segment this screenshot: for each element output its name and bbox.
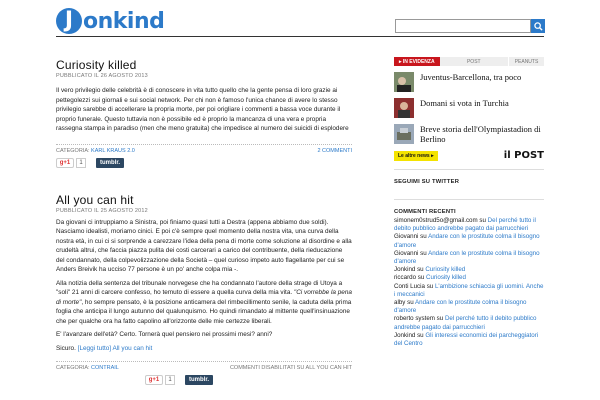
comment-post-link[interactable]: Gli interessi economici dei parcheggiatori del Centro	[394, 331, 539, 348]
gplus-button[interactable]: g+1	[145, 375, 163, 385]
search-input[interactable]	[395, 19, 531, 33]
logo-text: onkind	[83, 8, 165, 34]
comment-post-link[interactable]: Del perché tutto il debito pubblico andrebbe pagato dai parrucchieri	[394, 217, 536, 233]
comment-on: su	[479, 217, 486, 224]
evidence-text: Juventus-Barcellona, tra poco	[420, 72, 522, 82]
comments-closed-suffix: SU ALL YOU CAN HIT	[296, 365, 352, 371]
post-body	[56, 218, 352, 354]
gplus-count: 1	[76, 158, 86, 168]
tumblr-button[interactable]: tumblr.	[96, 158, 124, 168]
comment-post-link[interactable]: Andare con le prostitute colma il bisogno d'amore	[394, 299, 527, 315]
comment-post-link[interactable]: Del perché tutto il debito pubblico andrebbe pagato dai parrucchieri	[394, 315, 537, 331]
post-category	[56, 365, 119, 371]
main-column	[56, 40, 352, 385]
sidebar	[394, 40, 544, 348]
tab-label: IN EVIDENZA	[402, 58, 435, 65]
list-item	[394, 283, 544, 299]
post-date: PUBBLICATO IL 25 AGOSTO 2012	[56, 207, 148, 214]
post-paragraph: E' l'avanzare dell'età? Certo. Tornerà quel pensiero nei prossimi mesi? anni?	[56, 331, 273, 338]
evidence-text: Breve storia dell'Olympiastadion di Berlino	[420, 124, 541, 144]
evidence-text: Domani si vota in Turchia	[420, 98, 509, 108]
category-label: CATEGORIA:	[56, 147, 90, 154]
post-paragraph: Il vero privilegio delle celebrità è di conoscere in vita tutto quello che la gente pensa di loro grazie ai pettegolezzi sui giornali e sui social network. Per chi non è famoso l'unica chance di avere lo stesso privilegio sarebbe di accellerare la propria morte, per poi origliare i commenti a bassa voce durante il proprio funerale. Questo tuttavia non è possibile ed è proprio la mancanza di una vera e propria rassegna stampa in paradiso (men che meno gratuita) che impedisce al numero dei suicidi di esplodere	[56, 87, 349, 132]
search-bar	[395, 19, 545, 33]
comment-author: Conti Lucia	[394, 282, 425, 290]
list-item	[394, 250, 544, 266]
comment-post-link[interactable]: Curiosity killed	[425, 266, 466, 274]
comment-on: su	[420, 249, 427, 257]
paragraph-text: , ho sempre pensato, è la posizione anticamera del rimbecillimento senile, la caduta della prima foglia che anticipa il lungo autunno del qualunquismo. Ho quindi rimandato al mittente quell'insinuazione che per qualche ora ha fatto capolino all'orizzonte delle mie certezze liberali.	[56, 298, 352, 325]
logo-circle: J	[56, 8, 82, 34]
post-paragraph: Da giovani ci intruppiamo a Sinistra, poi finiamo quasi tutti a Destra (appena abbiamo due soldi). Nasciamo idealisti, moriamo cinici. E poi c'è sempre quel momento della nostra vita, una curva della nostra età, in cui ci si sorprende a carezzare l'idea della pena di morte come soluzione al disordine e alla crudeltà altrui, che faccia piazza pulita dei costi carcerari a carico del contribuente, della rieducazione del condannato, della colpevolizzazione della Società – quel curioso impeto auto flagellante per cui se Anders Breivik ha ucciso 77 persone è un po' anche colpa mia -.	[56, 218, 352, 273]
comment-post-link[interactable]: L'ambizione schiaccia gli uomini. Anche i meccanici	[394, 282, 544, 298]
comment-author: alby	[394, 299, 406, 307]
share-row	[56, 158, 352, 168]
site-logo[interactable]	[56, 6, 164, 36]
paragraph-text: Alla notizia della sentenza del tribunale norvegese che ha condannato l'autore della strage di Utoya a "soli" 21 anni di carcere confesso, ho temuto di essere a quella curva della mia vita.	[56, 279, 343, 296]
evidence-tabs	[394, 57, 544, 66]
post-meta	[56, 361, 352, 371]
comment-author: Giovanni	[394, 249, 419, 257]
list-item	[394, 332, 544, 348]
search-icon	[534, 22, 543, 31]
tab-in-evidenza[interactable]: ▸ IN EVIDENZA	[394, 57, 440, 66]
post	[56, 58, 352, 168]
recent-comments-list	[394, 217, 544, 348]
comment-on: su	[417, 331, 424, 339]
comment-on: su	[417, 274, 425, 282]
list-item	[394, 233, 544, 249]
comment-author: roberto system	[394, 315, 435, 323]
post-date: PUBBLICATO IL 26 AGOSTO 2013	[56, 73, 148, 79]
list-item	[394, 299, 544, 315]
read-more-link[interactable]: [Leggi tutto] All you can hit	[77, 344, 153, 352]
list-item	[394, 266, 544, 274]
evidence-item[interactable]	[394, 72, 544, 92]
comments-closed	[230, 365, 352, 371]
comments-closed-label: COMMENTI DISABILITATI	[229, 365, 296, 371]
comment-on: su	[407, 299, 414, 307]
post-title[interactable]: All you can hit	[56, 192, 134, 207]
comment-author: riccardo	[394, 274, 417, 282]
comment-author: Jonkind	[394, 331, 416, 339]
comments-link[interactable]: 2 COMMENTI	[317, 147, 352, 154]
evidence-item[interactable]	[394, 98, 544, 118]
news-thumbnail-icon	[394, 124, 414, 144]
evidence-item[interactable]	[394, 124, 544, 144]
category-label: CATEGORIA:	[56, 365, 90, 371]
comment-on: su	[420, 233, 427, 241]
list-item	[394, 315, 544, 331]
category-link[interactable]: KARL KRAUS 2.0	[91, 147, 135, 154]
post-paragraph	[56, 344, 352, 354]
news-thumbnail-icon	[394, 72, 414, 92]
tumblr-button[interactable]: tumblr.	[185, 375, 213, 385]
share-row	[145, 375, 352, 385]
post	[56, 193, 352, 386]
ilpost-logo[interactable]: il POST	[503, 150, 544, 161]
recent-comments-title: COMMENTI RECENTI	[394, 209, 456, 215]
comment-post-link[interactable]: Andare con le prostitute colma il bisogno d'amore	[394, 249, 540, 266]
post-meta	[56, 144, 352, 154]
comment-post-link[interactable]: Andare con le prostitute colma il bisogno d'amore	[394, 233, 540, 249]
sidebar-rule	[394, 199, 544, 200]
header	[0, 0, 600, 40]
tab-peanuts[interactable]: PEANUTS	[508, 57, 544, 66]
sidebar-rule	[394, 169, 544, 170]
comment-post-link[interactable]: Curiosity killed	[426, 274, 466, 282]
search-button[interactable]	[531, 19, 545, 33]
comment-author: simonem0strud5o@gmail.com	[394, 217, 478, 224]
altre-news-button[interactable]: Le altre news ▸	[394, 151, 438, 161]
list-item	[394, 274, 544, 282]
post-title[interactable]: Curiosity killed	[56, 58, 137, 72]
paragraph-text: Sicuro.	[56, 344, 76, 352]
category-link[interactable]: CONTRAIL	[91, 365, 119, 371]
tab-post[interactable]: POST	[440, 57, 508, 66]
comment-author: Jonkind	[394, 266, 416, 274]
comment-on: su	[417, 266, 424, 274]
post-paragraph	[56, 279, 352, 327]
news-thumbnail-icon	[394, 98, 414, 118]
comment-on: su	[436, 315, 444, 323]
gplus-count: 1	[165, 375, 175, 385]
gplus-button[interactable]: g+1	[56, 158, 74, 168]
evidence-footer	[394, 150, 544, 161]
post-body	[56, 86, 352, 134]
header-rule	[56, 36, 544, 37]
twitter-title[interactable]: SEGUIMI SU TWITTER	[394, 179, 460, 185]
post-category	[56, 148, 135, 154]
list-item	[394, 217, 544, 233]
quote-text: "Ci vorrebbe la pena di morte"	[56, 289, 352, 306]
comment-author: Giovanni	[394, 233, 419, 241]
comment-on: su	[426, 282, 434, 290]
